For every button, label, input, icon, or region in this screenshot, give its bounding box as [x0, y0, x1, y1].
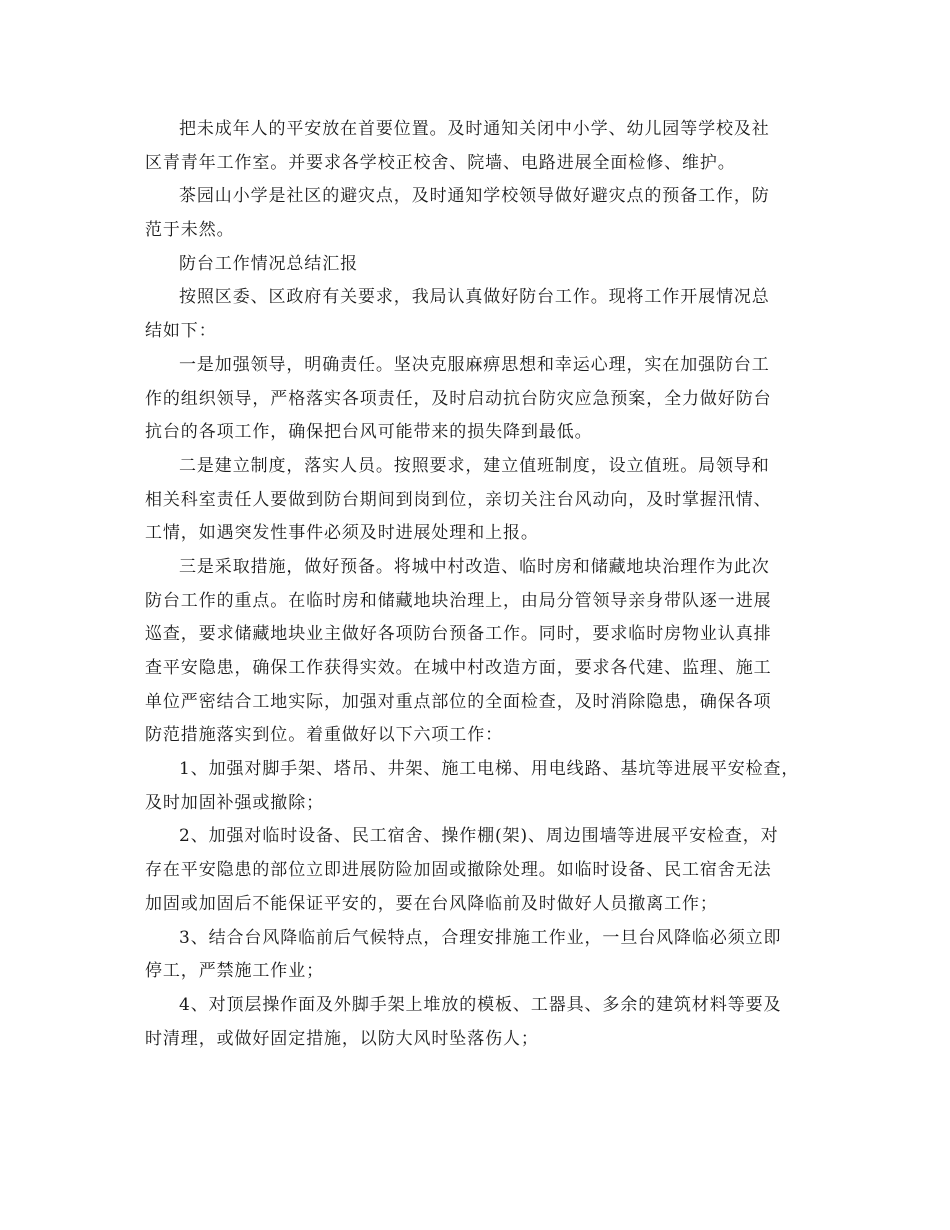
text-line: 防台工作的重点。在临时房和储藏地块治理上，由局分管领导亲身带队逐一进展	[145, 590, 772, 611]
text-line: 加固或加固后不能保证平安的，要在台风降临前及时做好人员撤离工作；	[145, 893, 718, 914]
text-line: 抗台的各项工作，确保把台风可能带来的损失降到最低。	[145, 422, 593, 443]
text-line: 一是加强领导，明确责任。坚决克服麻痹思想和幸运心理，实在加强防台工	[179, 354, 770, 375]
text-line: 1、加强对脚手架、塔吊、井架、施工电梯、用电线路、基坑等进展平安检查，	[179, 759, 800, 780]
text-line: 防台工作情况总结汇报	[179, 253, 358, 274]
text-line: 相关科室责任人要做到防台期间到岗到位，亲切关注台风动向，及时掌握汛情、	[145, 489, 772, 510]
text-line: 时清理，或做好固定措施，以防大风时坠落伤人；	[145, 1028, 539, 1049]
text-line: 存在平安隐患的部位立即进展防险加固或撤除处理。如临时设备、民工宿舍无法	[145, 860, 772, 881]
text-line: 防范措施落实到位。着重做好以下六项工作：	[145, 725, 503, 746]
text-line: 单位严密结合工地实际，加强对重点部位的全面检查，及时消除隐患，确保各项	[145, 691, 772, 712]
text-line: 范于未然。	[145, 220, 235, 241]
text-line: 2、加强对临时设备、民工宿舍、操作棚(架)、周边围墙等进展平安检查，对	[179, 826, 779, 847]
text-line: 停工，严禁施工作业；	[145, 961, 324, 982]
text-line: 三是采取措施，做好预备。将城中村改造、临时房和储藏地块治理作为此次	[179, 556, 770, 577]
text-line: 二是建立制度，落实人员。按照要求，建立值班制度，设立值班。局领导和	[179, 455, 770, 476]
text-line: 把未成年人的平安放在首要位置。及时通知关闭中小学、幼儿园等学校及社	[179, 119, 770, 139]
text-line: 作的组织领导，严格落实各项责任，及时启动抗台防灾应急预案，全力做好防台	[145, 388, 772, 409]
text-line: 巡查，要求储藏地块业主做好各项防台预备工作。同时，要求临时房物业认真排	[145, 624, 772, 645]
text-line: 区青青年工作室。并要求各学校正校舍、院墙、电路进展全面检修、维护。	[145, 152, 736, 173]
text-line: 茶园山小学是社区的避灾点，及时通知学校领导做好避灾点的预备工作，防	[179, 186, 770, 207]
text-line: 及时加固补强或撤除；	[145, 792, 324, 813]
text-line: 工情，如遇突发性事件必须及时进展处理和上报。	[145, 523, 539, 544]
document-body	[145, 113, 825, 1056]
text-line: 3、结合台风降临前后气候特点，合理安排施工作业，一旦台风降临必须立即	[179, 927, 782, 948]
text-line: 结如下：	[145, 321, 217, 342]
text-line: 4、对顶层操作面及外脚手架上堆放的模板、工器具、多余的建筑材料等要及	[179, 994, 782, 1015]
text-line: 查平安隐患，确保工作获得实效。在城中村改造方面，要求各代建、监理、施工	[145, 658, 772, 678]
text-line: 按照区委、区政府有关要求，我局认真做好防台工作。现将工作开展情况总	[179, 287, 770, 308]
